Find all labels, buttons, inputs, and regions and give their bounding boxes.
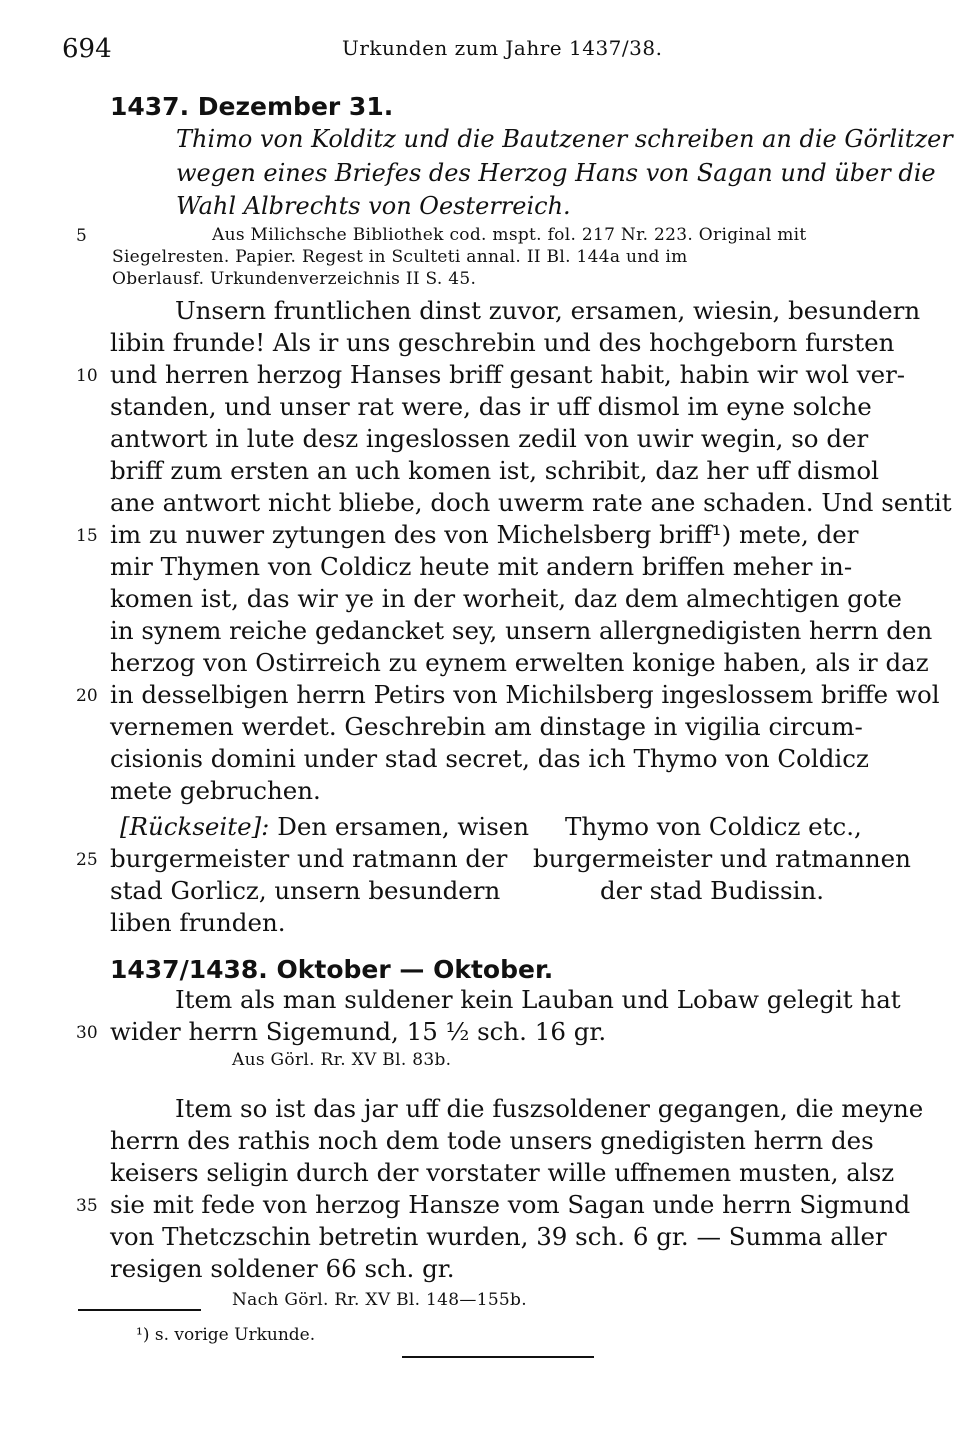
address-left-line: liben frunden. bbox=[110, 908, 286, 937]
reverse-side-label: [Rückseite]: bbox=[120, 812, 270, 841]
address-right-line: Thymo von Coldicz etc., bbox=[565, 812, 862, 841]
address-right-line: burgermeister und ratmannen bbox=[533, 844, 911, 873]
text-line: sie mit fede von herzog Hansze vom Sagan unde herrn Sigmund bbox=[110, 1190, 911, 1219]
text-line: in synem reiche gedancket sey, unsern allergnedigisten herrn den bbox=[110, 616, 933, 645]
address-left-text: Den ersamen, wisen bbox=[277, 812, 530, 841]
text-line: briff zum ersten an uch komen ist, schribit, daz her uff dismol bbox=[110, 456, 879, 485]
text-line: standen, und unser rat were, das ir uff dismol im eyne solche bbox=[110, 392, 872, 421]
text-line: wider herrn Sigemund, 15 ½ sch. 16 gr. bbox=[110, 1017, 607, 1046]
text-line: Item als man suldener kein Lauban und Lobaw gelegit hat bbox=[175, 985, 901, 1014]
entry-heading: 1437/1438. Oktober — Oktober. bbox=[110, 955, 554, 984]
text-line: ane antwort nicht bliebe, doch uwerm rate ane schaden. Und sentit bbox=[110, 488, 952, 517]
text-line: herrn des rathis noch dem tode unsers gnedigisten herrn des bbox=[110, 1126, 874, 1155]
source-note-line: Siegelresten. Papier. Regest in Sculteti annal. II Bl. 144a und im bbox=[112, 247, 688, 267]
text-line: und herren herzog Hanses briff gesant habit, habin wir wol ver- bbox=[110, 360, 906, 389]
address-left-line: stad Gorlicz, unsern besundern bbox=[110, 876, 501, 905]
entry-summary-line: Thimo von Kolditz und die Bautzener schreiben an die Görlitzer bbox=[176, 125, 953, 153]
line-number: 10 bbox=[76, 366, 98, 386]
running-title: Urkunden zum Jahre 1437/38. bbox=[342, 36, 663, 60]
text-line: Item so ist das jar uff die fuszsoldener gegangen, die meyne bbox=[175, 1094, 924, 1123]
page-number: 694 bbox=[62, 34, 112, 64]
source-note-line: Aus Milichsche Bibliothek cod. mspt. fol. 217 Nr. 223. Original mit bbox=[212, 225, 807, 245]
text-line: im zu nuwer zytungen des von Michelsberg briff¹) mete, der bbox=[110, 520, 859, 549]
text-line: herzog von Ostirreich zu eynem erwelten konige haben, als ir daz bbox=[110, 648, 929, 677]
line-number: 35 bbox=[76, 1196, 98, 1216]
line-number: 20 bbox=[76, 686, 98, 706]
footnote-separator bbox=[78, 1309, 201, 1311]
source-note-line: Nach Görl. Rr. XV Bl. 148—155b. bbox=[232, 1290, 527, 1310]
entry-summary-line: Wahl Albrechts von Oesterreich. bbox=[176, 192, 571, 220]
line-number: 5 bbox=[76, 226, 87, 246]
line-number: 30 bbox=[76, 1023, 98, 1043]
bottom-rule bbox=[402, 1356, 594, 1358]
text-line: libin frunde! Als ir uns geschrebin und des hochgeborn fursten bbox=[110, 328, 895, 357]
line-number: 15 bbox=[76, 526, 98, 546]
entry-summary-line: wegen eines Briefes des Herzog Hans von Sagan und über die bbox=[176, 159, 936, 187]
address-left-line: burgermeister und ratmann der bbox=[110, 844, 508, 873]
text-line: mir Thymen von Coldicz heute mit andern briffen meher in- bbox=[110, 552, 853, 581]
text-line: vernemen werdet. Geschrebin am dinstage in vigilia circum- bbox=[110, 712, 863, 741]
text-line: von Thetczschin betretin wurden, 39 sch. 6 gr. — Summa aller bbox=[110, 1222, 887, 1251]
text-line: komen ist, das wir ye in der worheit, daz dem almechtigen gote bbox=[110, 584, 902, 613]
entry-heading: 1437. Dezember 31. bbox=[110, 92, 394, 121]
text-line: mete gebruchen. bbox=[110, 776, 321, 805]
source-note-line: Aus Görl. Rr. XV Bl. 83b. bbox=[232, 1050, 452, 1070]
text-line: resigen soldener 66 sch. gr. bbox=[110, 1254, 455, 1283]
text-line: antwort in lute desz ingeslossen zedil von uwir wegin, so der bbox=[110, 424, 869, 453]
text-line: in desselbigen herrn Petirs von Michilsberg ingeslossem briffe wol bbox=[110, 680, 940, 709]
text-line: Unsern fruntlichen dinst zuvor, ersamen, wiesin, besundern bbox=[175, 296, 921, 325]
text-line: keisers seligin durch der vorstater wille uffnemen musten, alsz bbox=[110, 1158, 895, 1187]
line-number: 25 bbox=[76, 850, 98, 870]
address-left-line bbox=[120, 812, 529, 841]
address-right-line: der stad Budissin. bbox=[600, 876, 825, 905]
footnote: ¹) s. vorige Urkunde. bbox=[136, 1325, 316, 1345]
source-note-line: Oberlausf. Urkundenverzeichnis II S. 45. bbox=[112, 269, 477, 289]
text-line: cisionis domini under stad secret, das ich Thymo von Coldicz bbox=[110, 744, 869, 773]
